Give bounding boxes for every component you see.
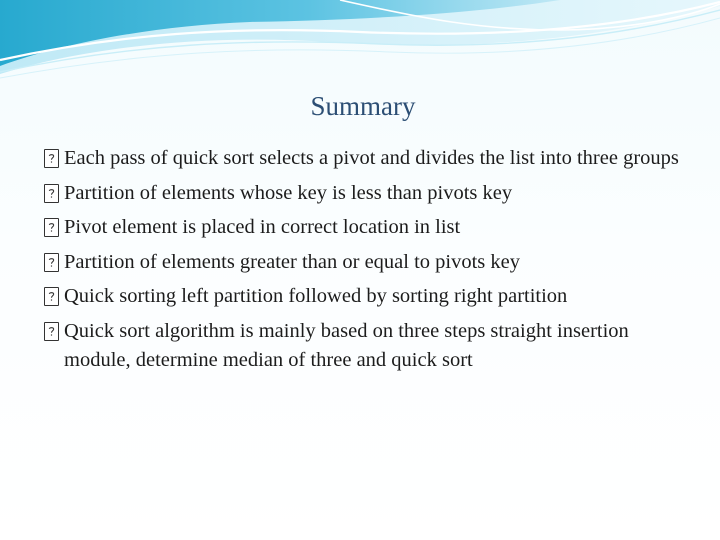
list-item [44,282,684,311]
list-item [44,213,684,242]
slide-title: Summary [310,91,416,121]
bullet-text: Partition of elements whose key is less than pivots key [64,181,513,204]
list-item [44,248,684,277]
missing-glyph-icon [44,253,59,272]
list-item [44,317,684,375]
missing-glyph-icon [44,149,59,168]
header-wave-decoration [0,0,720,90]
list-item [44,179,684,208]
missing-glyph-icon [44,322,59,341]
bullet-text: Quick sort algorithm is mainly based on three steps straight insertion module, determine median of three and quick sort [64,319,629,371]
bullet-text: Each pass of quick sort selects a pivot and divides the list into three groups [64,147,679,169]
missing-glyph-icon [44,218,59,237]
missing-glyph-icon [44,184,59,203]
bullet-text: Partition of elements greater than or equal to pivots key [64,250,520,273]
bullet-list [44,144,684,380]
bullet-text: Quick sorting left partition followed by sorting right partition [64,285,568,307]
bullet-text: Pivot element is placed in correct location in list [64,216,461,238]
missing-glyph-icon [44,287,59,306]
list-item [44,144,684,173]
